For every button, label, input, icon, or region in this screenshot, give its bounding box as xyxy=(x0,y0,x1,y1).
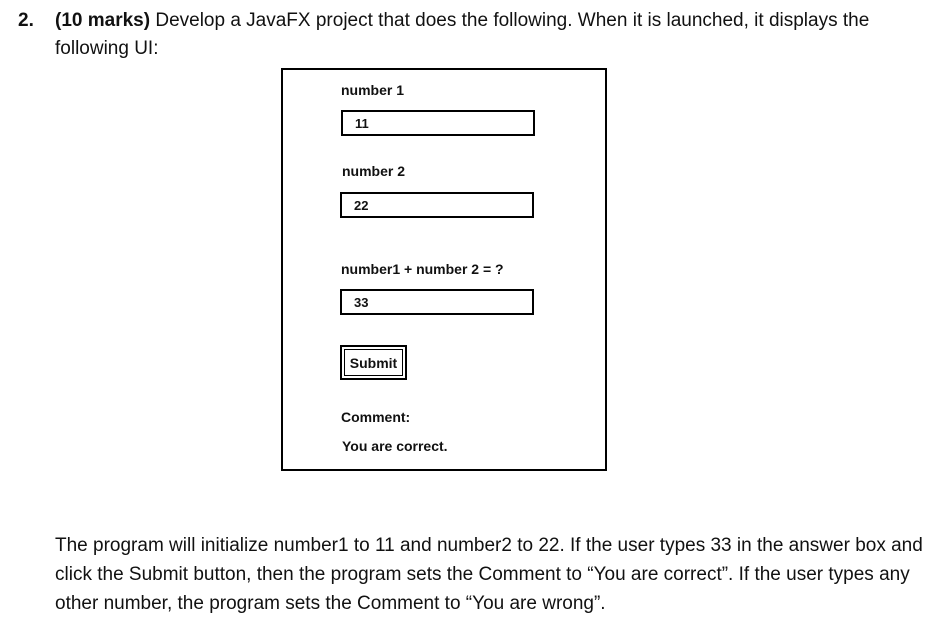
number2-input[interactable] xyxy=(340,192,534,218)
question-prompt xyxy=(55,7,935,63)
number1-input[interactable] xyxy=(341,110,535,136)
question-prompt-text: Develop a JavaFX project that does the following. When it is launched, it displays the following UI: xyxy=(55,10,870,59)
number2-label: number 2 xyxy=(342,163,406,179)
program-description: The program will initialize number1 to 11 and number2 to 22. If the user types 33 in the answer box and click the Submit button, then the program sets the Comment to “You are correct”. If the user types any other number, the program sets the Comment to “You are wrong”. xyxy=(55,535,923,614)
ui-mockup-window xyxy=(281,68,607,471)
question-number: 2. xyxy=(18,10,34,31)
sum-question-label: number1 + number 2 = ? xyxy=(341,261,504,277)
comment-value: You are correct. xyxy=(342,438,448,454)
question-marks: (10 marks) xyxy=(55,10,151,31)
number1-label: number 1 xyxy=(341,82,405,98)
submit-button-label: Submit xyxy=(344,349,403,376)
submit-button[interactable] xyxy=(340,345,407,380)
answer-input[interactable] xyxy=(340,289,534,315)
comment-label: Comment: xyxy=(341,409,411,425)
